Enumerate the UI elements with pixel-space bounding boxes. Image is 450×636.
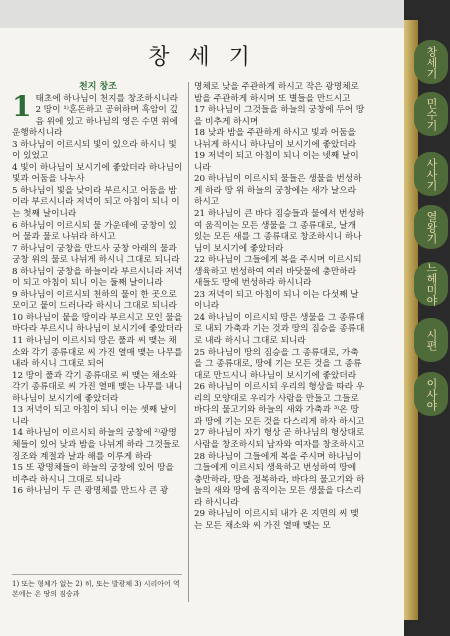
verse: 22 하나님이 그들에게 복을 주시며 이르시되 생육하고 번성하여 여러 바닷물에 충만하라 새들도 땅에 번성하라 하시니라 [194,255,362,289]
verse: 명체로 낮을 주관하게 하시고 작은 광명체로 밤을 주관하게 하시며 또 별들을 만드시고 [194,82,359,104]
book-tab[interactable]: 창세기 [414,40,448,84]
verse: 18 낮과 밤을 주관하게 하시고 빛과 어둠을 나뉘게 하시니 하나님이 보시기에 좋았더라 [194,128,357,150]
book-tab[interactable]: 열왕기 [414,205,448,249]
verse: 14 하나님이 이르시되 하늘의 궁창에 ²⁾광명체들이 있어 낮과 밤을 나뉘게 하라 그것들로 징조와 계절과 날과 해를 이루게 하라 [12,428,180,462]
verse: 11 하나님이 이르시되 땅은 풀과 씨 맺는 채소와 각기 종류대로 씨 가진 열매 맺는 나무를 내라 하시니 그대로 되어 [12,336,183,370]
right-column [194,82,366,532]
verse: 27 하나님이 자기 형상 곧 하나님의 형상대로 사람을 창조하시되 남자와 여자를 창조하시고 [194,428,365,450]
verse: 25 하나님이 땅의 짐승을 그 종류대로, 가축을 그 종류대로, 땅에 기는 모든 것을 그 종류대로 만드시니 하나님이 보시기에 좋았더라 [194,347,362,381]
verse: 4 빛이 하나님이 보시기에 좋았더라 하나님이 빛과 어둠을 나누사 [12,162,183,185]
verse: 2 땅이 ¹⁾혼돈하고 공허하며 흑암이 깊음 위에 있고 하나님의 영은 수면 위에 운행하시니라 [12,105,178,139]
column-divider [188,82,189,602]
verse: 21 하나님이 큰 바다 짐승들과 물에서 번성하여 움직이는 모든 생물을 그 종류대로, 날개 있는 모든 새를 그 종류대로 창조하시니 하나님이 보시기에 좋았더라 [194,209,365,254]
verse: 19 저녁이 되고 아침이 되니 이는 넷째 날이니라 [194,151,359,173]
verse: 24 하나님이 이르시되 땅은 생물을 그 종류대로 내되 가축과 기는 것과 땅의 짐승을 종류대로 내라 하시니 그대로 되니라 [194,312,365,347]
verse: 28 하나님이 그들에게 복을 주시며 하나님이 그들에게 이르시되 생육하고 번성하여 땅에 충만하라, 땅을 정복하라, 바다의 물고기와 하늘의 새와 땅에 움직이는 모든 생물을 다스리라 하시니라 [194,451,365,508]
verse: 20 하나님이 이르시되 물들은 생물을 번성하게 하라 땅 위 하늘의 궁창에는 새가 날으라 하시고 [194,174,362,208]
section-heading: 천지 창조 [79,82,117,92]
page-bleed-through [0,0,404,28]
verse: 6 하나님이 이르시되 물 가운데에 궁창이 있어 물과 물로 나뉘라 하시고 [12,220,177,243]
verse: 태초에 하나님이 천지를 창조하시니라 [35,93,179,104]
footnote: 1) 또는 형체가 없는 2) 히, 또는 발광체 3) 시리아어 역본에는 온 땅의 짐승과 [12,574,182,599]
verse: 13 저녁이 되고 아침이 되니 이는 셋째 날이니라 [12,405,177,427]
page-title: 창 세 기 [148,45,256,70]
verse: 8 하나님이 궁창을 하늘이라 부르시니라 저녁이 되고 아침이 되니 이는 둘째 날이니라 [12,266,183,289]
book-tab[interactable]: 느헤미야 [414,262,448,306]
book-tab[interactable]: 시편 [414,318,448,362]
verse: 10 하나님이 뭍을 땅이라 부르시고 모인 물을 바다라 부르시니 하나님이 보시기에 좋았더라 [12,312,183,335]
verse: 26 하나님이 이르시되 우리의 형상을 따라 우리의 모양대로 우리가 사람을 만들고 그들로 바다의 물고기와 하늘의 새와 가축과 ³⁾온 땅과 땅에 기는 모든 것을 다스리게 하자 하시고 [194,382,365,427]
verse: 3 하나님이 이르시되 빛이 있으라 하시니 빛이 있었고 [12,139,177,162]
verse: 9 하나님이 이르시되 천하의 물이 한 곳으로 모이고 뭍이 드러나라 하시니 그대로 되니라 [12,289,177,312]
verse: 5 하나님이 빛을 낮이라 부르시고 어둠을 밤이라 부르시니라 저녁이 되고 아침이 되니 이는 첫째 날이니라 [12,185,180,220]
book-tab[interactable]: 민수기 [414,92,448,136]
chapter-number: 1 [12,89,32,123]
verse: 23 저녁이 되고 아침이 되니 이는 다섯째 날이니라 [194,289,359,312]
verse: 29 하나님이 이르시되 내가 온 지면의 씨 맺는 모든 채소와 씨 가진 열매 맺는 모 [194,509,359,531]
book-tab[interactable]: 이사야 [414,372,448,416]
verse: 12 땅이 풀과 각기 종류대로 씨 맺는 채소와 각기 종류대로 씨 가진 열매 맺는 나무를 내니 하나님이 보시기에 좋았더라 [12,370,183,404]
verse: 15 또 광명체들이 하늘의 궁창에 있어 땅을 비추라 하시니 그대로 되니라 [12,463,174,485]
verse: 16 하나님이 두 큰 광명체를 만드사 큰 광 [12,486,169,497]
left-column [12,82,184,498]
book-tab[interactable]: 사사기 [414,152,448,196]
verse: 17 하나님이 그것들을 하늘의 궁창에 두어 땅을 비추게 하시며 [194,105,365,127]
verse: 7 하나님이 궁창을 만드사 궁창 아래의 물과 궁창 위의 물로 나뉘게 하시니 그대로 되니라 [12,243,180,266]
